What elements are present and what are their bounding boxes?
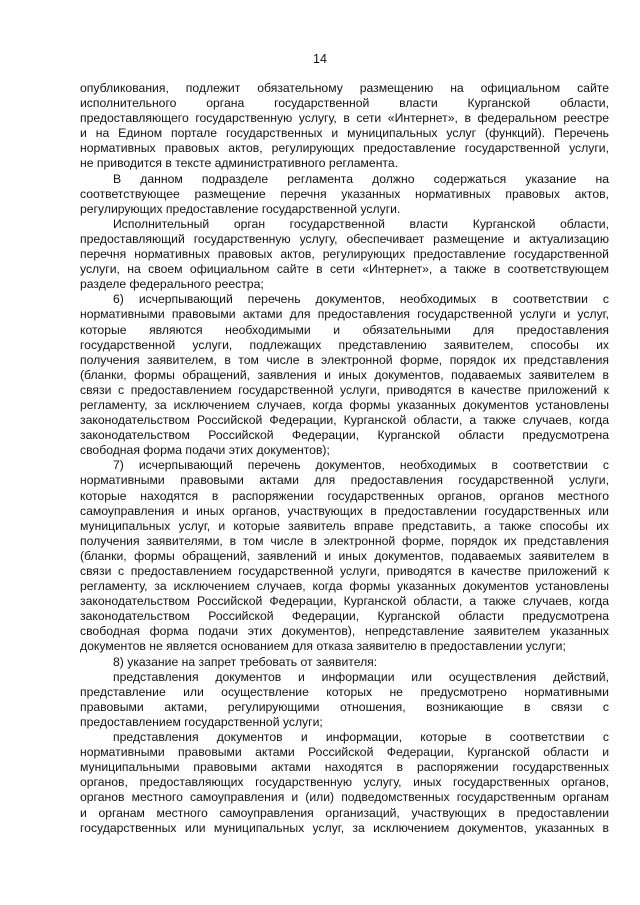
text-line: государственной услуги, подлежащих представлению заявителем, способы их xyxy=(80,337,609,352)
text-line: которые находятся в распоряжении государственных органов, органов местного xyxy=(80,488,609,503)
text-line: законодательством Российской Федерации, Курганской области, а также случаев, когда xyxy=(80,594,609,609)
text-line: правовыми актами, регулирующими отношения, возникающие в связи с xyxy=(80,699,609,714)
text-line: 7) исчерпывающий перечень документов, необходимых в соответствии с xyxy=(113,458,609,473)
text-line: документов не является основанием для отказа заявителю в предоставлении услуги; xyxy=(80,639,566,654)
text-line: перечня нормативных правовых актов, регулирующих предоставление государственной xyxy=(80,247,609,262)
text-line: нормативными правовыми актами Российской Федерации, Курганской области и xyxy=(80,745,609,760)
text-line: свободная форма подачи этих документов); xyxy=(80,443,330,458)
text-line: нормативных правовых актов, регулирующих предоставление государственной услуги, xyxy=(80,141,609,156)
text-line: опубликования, подлежит обязательному размещению на официальном сайте xyxy=(80,81,609,95)
text-line: 6) исчерпывающий перечень документов, необходимых в соответствии с xyxy=(113,292,609,307)
text-line: законодательством Российской Федерации, Курганской области, а также случаев, когда xyxy=(80,413,609,428)
text-line: самоуправления и иных органов, участвующих в предоставлении государственных или xyxy=(80,503,609,518)
text-line: свободная форма подачи этих документов), непредставление заявителем указанных xyxy=(80,624,609,639)
text-line: предоставляющий государственную услугу, обеспечивает размещение и актуализацию xyxy=(80,231,609,246)
text-line: В данном подразделе регламента должно содержаться указание на xyxy=(113,171,609,186)
text-line: Исполнительный орган государственной власти Курганской области, xyxy=(113,216,609,231)
text-line: и органам местного самоуправления организаций, участвующих в предоставлении xyxy=(80,805,609,820)
text-line: (бланки, формы обращений, заявлений и иных документов, подаваемых заявителем в xyxy=(80,548,609,563)
text-line: муниципальными правовыми актами находятся в распоряжении государственных xyxy=(80,760,609,775)
text-line: органов местного самоуправления и (или) подведомственных государственным органам xyxy=(80,790,609,805)
text-line: законодательством Российской Федерации, Курганской области предусмотрена xyxy=(80,428,609,443)
text-line: предоставлением государственной услуги; xyxy=(80,714,323,729)
text-line: представления документов и информации или осуществления действий, xyxy=(113,669,609,684)
text-line: нормативными правовыми актами для предоставления государственной услуги и услуг, xyxy=(80,307,609,322)
text-line: регламенту, за исключением случаев, когда формы указанных документов установлены xyxy=(80,579,609,594)
text-line: представление или осуществление которых не предусмотрено нормативными xyxy=(80,684,609,699)
text-line: нормативными правовыми актами для предоставления государственной услуги, xyxy=(80,473,609,488)
text-line: исполнительного органа государственной власти Курганской области, xyxy=(80,96,609,111)
text-line: регламенту, за исключением случаев, когда формы указанных документов установлены xyxy=(80,397,609,412)
text-line: связи с предоставлением государственной услуги, приводятся в качестве приложений к xyxy=(80,564,609,578)
text-line: получения заявителем, в том числе в электронной форме, порядок их представления xyxy=(80,352,609,367)
text-line: соответствующее размещение перечня указанных нормативных правовых актов, xyxy=(80,186,609,201)
text-line: и на Едином портале государственных и муниципальных услуг (функций). Перечень xyxy=(80,126,609,141)
text-line: (бланки, формы обращений, заявления и иных документов, подаваемых заявителем в xyxy=(80,367,609,382)
text-line: услуги, на своем официальном сайте в сети «Интернет», а также в соответствующем xyxy=(80,262,609,277)
text-line: законодательством Российской Федерации, Курганской области предусмотрена xyxy=(80,609,609,624)
text-line: связи с предоставлением государственной услуги, приводятся в качестве приложений к xyxy=(80,382,609,397)
text-line: разделе федерального реестра; xyxy=(80,277,264,292)
text-line: органов, предоставляющих государственную услугу, иных государственных органов, xyxy=(80,775,609,790)
text-line: 8) указание на запрет требовать от заявителя: xyxy=(113,654,378,669)
text-line: муниципальных услуг, и которые заявитель вправе представить, а также способы их xyxy=(80,518,609,533)
text-line: представления документов и информации, которые в соответствии с xyxy=(113,730,609,745)
text-line: государственных или муниципальных услуг, за исключением документов, указанных в xyxy=(80,820,609,835)
text-line: предоставляющего государственную услугу, в сети «Интернет», в федеральном реестре xyxy=(80,111,609,126)
text-line: получения заявителями, в том числе в электронной форме, порядок их представления xyxy=(80,533,609,548)
text-line: не приводится в тексте административного регламента. xyxy=(80,156,399,171)
page-number: 14 xyxy=(313,52,327,66)
text-line: которые являются необходимыми и обязательными для предоставления xyxy=(80,322,609,337)
document-body xyxy=(80,81,609,836)
text-line: регулирующих предоставление государственной услуги. xyxy=(80,201,401,216)
